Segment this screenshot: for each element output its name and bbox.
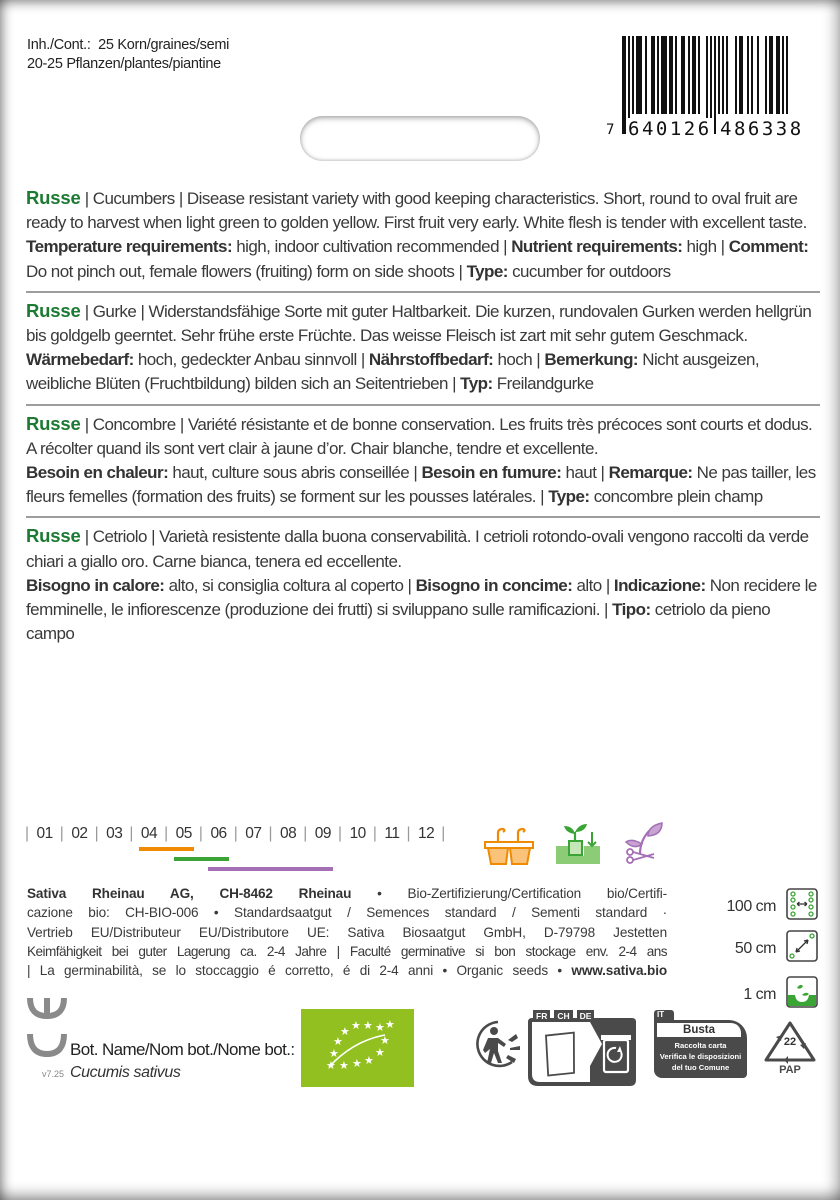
variety-descriptions (26, 186, 820, 653)
month-10: 10 (349, 825, 366, 842)
calendar-months (25, 825, 445, 843)
svg-text:★: ★ (352, 1057, 362, 1070)
it-instruction-3: del tuo Comune (671, 1063, 730, 1072)
month-separator: | (303, 825, 307, 842)
plant-spacing-value: 50 cm (734, 939, 776, 957)
intro-text: | Cetriolo | Varietà resistente dalla buona conservabilità. I cetrioli rotondo-ovali vengono raccolti da verde chiari a giallo oro. Carne bianca, tenera ed eccellente. (26, 527, 809, 571)
field-label: Indicazione: (613, 575, 706, 595)
intro-text: | Cucumbers | Disease resistant variety with good keeping characteristics. Short, round to oval fruit are ready to harvest when light green to golden yellow. First fruit very early. White flesh is tender with excellent taste. (26, 189, 807, 233)
field-label: Type: (466, 261, 508, 281)
month-separator: | (164, 825, 168, 842)
plant-spacing-icon (786, 930, 818, 967)
field-label: Besoin en fumure: (421, 463, 562, 483)
field-value: high, indoor cultivation recommended | (232, 237, 512, 257)
triman-recycling-icon (472, 1018, 524, 1075)
it-instruction-1: Raccolta carta (674, 1041, 727, 1050)
barcode-first-digit: 7 (606, 122, 617, 138)
svg-text:★: ★ (363, 1019, 373, 1032)
field-value: Non recidere le femminelle, le infiorescenze (produzione dei frutti) si sviluppano sulle ramificazioni. | (26, 575, 817, 620)
sativa-logo (26, 996, 68, 1063)
variety-name: Russe (26, 412, 81, 434)
botanical-name: Cucumis sativus (70, 1064, 181, 1081)
svg-text:★: ★ (339, 1059, 349, 1072)
recycling-code: 22 (783, 1036, 797, 1048)
ean-barcode (606, 36, 816, 146)
recycling-material: PAP (779, 1064, 801, 1076)
svg-text:★: ★ (375, 1021, 385, 1034)
variety-name: Russe (26, 299, 81, 321)
row-spacing (727, 888, 818, 925)
variety-name: Russe (26, 187, 81, 208)
month-07: 07 (245, 825, 262, 842)
month-separator: | (129, 825, 133, 842)
calendar-bar-sowing-indoor (139, 847, 194, 851)
website-link[interactable]: www.sativa.bio (571, 963, 667, 979)
field-value: alto | (572, 575, 614, 595)
field-label: Bisogno in concime: (415, 575, 573, 595)
month-04: 04 (140, 825, 158, 842)
plant-spacing (735, 930, 818, 967)
month-separator: | (406, 825, 410, 842)
contents-info (27, 36, 229, 74)
field-value: hoch, gedeckter Anbau sinnvoll | (133, 350, 369, 370)
month-separator: | (94, 825, 99, 842)
it-instruction-2: Verifica le disposizioni (659, 1052, 742, 1061)
field-label: Bisogno in calore: (26, 575, 165, 595)
description-en (26, 186, 820, 291)
company-name: Sativa Rheinau AG, CH-8462 Rheinau (27, 886, 352, 901)
it-tag: IT (654, 1010, 674, 1022)
field-value: concombre plein champ (589, 487, 763, 507)
pap-22-recycling-symbol (762, 1020, 818, 1080)
sowing-depth-icon (786, 976, 818, 1013)
field-label: Remarque: (608, 463, 693, 483)
field-label: Tipo: (612, 600, 651, 620)
field-value: cucumber for outdoors (507, 261, 671, 281)
calendar-bar-harvest (208, 867, 333, 871)
month-separator: | (59, 825, 64, 842)
month-separator: | (338, 825, 342, 842)
svg-text:★: ★ (385, 1018, 395, 1031)
month-06: 06 (210, 825, 227, 842)
intro-text: | Concombre | Variété résistante et de bonne conservation. Les fruits très précoces sont courts et dodus. A récolter quand ils sont vert clair à jaune d’or. Chair blanche, tendre et excellente. (26, 414, 813, 458)
company-legal-info (27, 884, 667, 980)
month-09: 09 (314, 825, 332, 842)
sowing-depth (743, 976, 818, 1013)
botanical-name-label: Bot. Name/Nom bot./Nome bot.: (70, 1040, 295, 1059)
month-02: 02 (71, 825, 88, 842)
svg-text:★: ★ (326, 1059, 336, 1072)
barcode-left-digits: 640126 (628, 118, 712, 140)
month-separator: | (372, 825, 377, 842)
field-label: Nährstoffbedarf: (368, 350, 494, 370)
month-separator: | (441, 825, 445, 842)
field-label: Wärmebedarf: (26, 350, 134, 370)
field-label: Nutrient requirements: (511, 237, 683, 257)
svg-text:★: ★ (375, 1046, 385, 1059)
eu-organic-logo (301, 1009, 414, 1087)
svg-text:★: ★ (333, 1035, 343, 1048)
version-number: v7.25 (42, 1069, 65, 1079)
svg-text:★: ★ (364, 1054, 374, 1067)
month-03: 03 (106, 825, 123, 842)
sowing-depth-value: 1 cm (743, 985, 776, 1003)
transplant-icon (554, 822, 604, 871)
month-11: 11 (384, 825, 400, 842)
info-tri-fr-ch-de (528, 1010, 636, 1093)
field-value: cetriolo da pieno campo (26, 600, 771, 644)
field-value: hoch | (493, 350, 545, 370)
month-separator: | (25, 825, 29, 842)
sowing-calendar (25, 825, 445, 875)
hanging-slot (300, 116, 540, 161)
legal-text: • Bio-Zertifizierung/Certification bio/Certifi- (351, 886, 668, 901)
field-value: alto, si consiglia coltura al coperto | (164, 575, 416, 595)
description-it (26, 516, 820, 653)
country-tag-fr: FR (533, 1010, 550, 1022)
field-value: haut, culture sous abris conseillée | (168, 463, 422, 483)
field-value: Do not pinch out, female flowers (fruiting) form on side shoots | (26, 261, 467, 281)
month-01: 01 (36, 825, 53, 842)
svg-text:★: ★ (329, 1047, 339, 1060)
legal-line (27, 961, 667, 980)
month-08: 08 (280, 825, 297, 842)
it-material-title: Busta (657, 1023, 741, 1037)
month-12: 12 (417, 825, 435, 842)
harvest-scissors-icon (624, 822, 668, 871)
field-value: Nicht ausgeizen, weibliche Blüten (Fruchtbildung) bilden sich an Seitentrieben | (26, 350, 760, 394)
calendar-bar-planting-out (174, 857, 229, 861)
svg-text:★: ★ (351, 1019, 361, 1032)
description-de (26, 291, 820, 404)
month-separator: | (268, 825, 272, 842)
field-label: Temperature requirements: (26, 237, 233, 257)
legal-line: Keimfähigkeit bei guter Lagerung ca. 2-4 Jahre | Faculté germinative si bon stockage env. 2-4 ans (27, 943, 667, 959)
contents-label: Inh./Cont.: (27, 37, 91, 53)
description-fr (26, 404, 820, 517)
month-separator: | (198, 825, 203, 842)
legal-text: | La germinabilità, se lo stoccaggio é corretto, é di 2-4 anni • Organic seeds • (27, 963, 572, 979)
svg-text:★: ★ (340, 1025, 350, 1038)
barcode-bars (622, 36, 816, 128)
contents-seed-count: 25 Korn/graines/semi (98, 37, 230, 53)
field-value: Freilandgurke (492, 374, 594, 394)
field-label: Type: (548, 487, 590, 507)
field-value: high | (682, 237, 729, 257)
svg-text:★: ★ (380, 1034, 390, 1047)
country-tag-de: DE (577, 1010, 595, 1022)
contents-plant-count: 20-25 Pflanzen/plantes/piantine (27, 56, 221, 72)
field-label: Bemerkung: (544, 350, 639, 370)
legal-line: Vertrieb EU/Distributeur EU/Distributore UE: Sativa Biosaatgut GmbH, D-79798 Jestetten (27, 924, 667, 940)
italian-disposal-label (654, 1010, 747, 1078)
intro-text: | Gurke | Widerstandsfähige Sorte mit guter Haltbarkeit. Die kurzen, rundovalen Gurken werden hellgrün bis goldgelb geerntet. Sehr frühe erste Früchte. Das weisse Fleisch ist zart mit sehr gutem Geschmack. (26, 301, 812, 346)
row-spacing-icon (786, 888, 818, 925)
row-spacing-value: 100 cm (726, 897, 776, 915)
field-value: Ne pas tailler, les fleurs femelles (formation des fruits) se forment sur les pousses latérales. | (26, 463, 816, 507)
field-label: Besoin en chaleur: (26, 463, 169, 483)
field-label: Typ: (460, 374, 493, 394)
month-separator: | (233, 825, 238, 842)
country-tag-ch: CH (554, 1010, 572, 1022)
seed-trays-icon (484, 822, 534, 871)
month-05: 05 (175, 825, 192, 842)
field-value: haut | (561, 463, 609, 483)
barcode-right-digits: 486338 (720, 118, 804, 140)
legal-line (27, 884, 667, 903)
variety-name: Russe (26, 525, 81, 547)
field-label: Comment: (728, 237, 809, 257)
legal-line: cazione bio: CH-BIO-006 • Standardsaatgut / Semences standard / Sementi standard · (27, 905, 667, 921)
